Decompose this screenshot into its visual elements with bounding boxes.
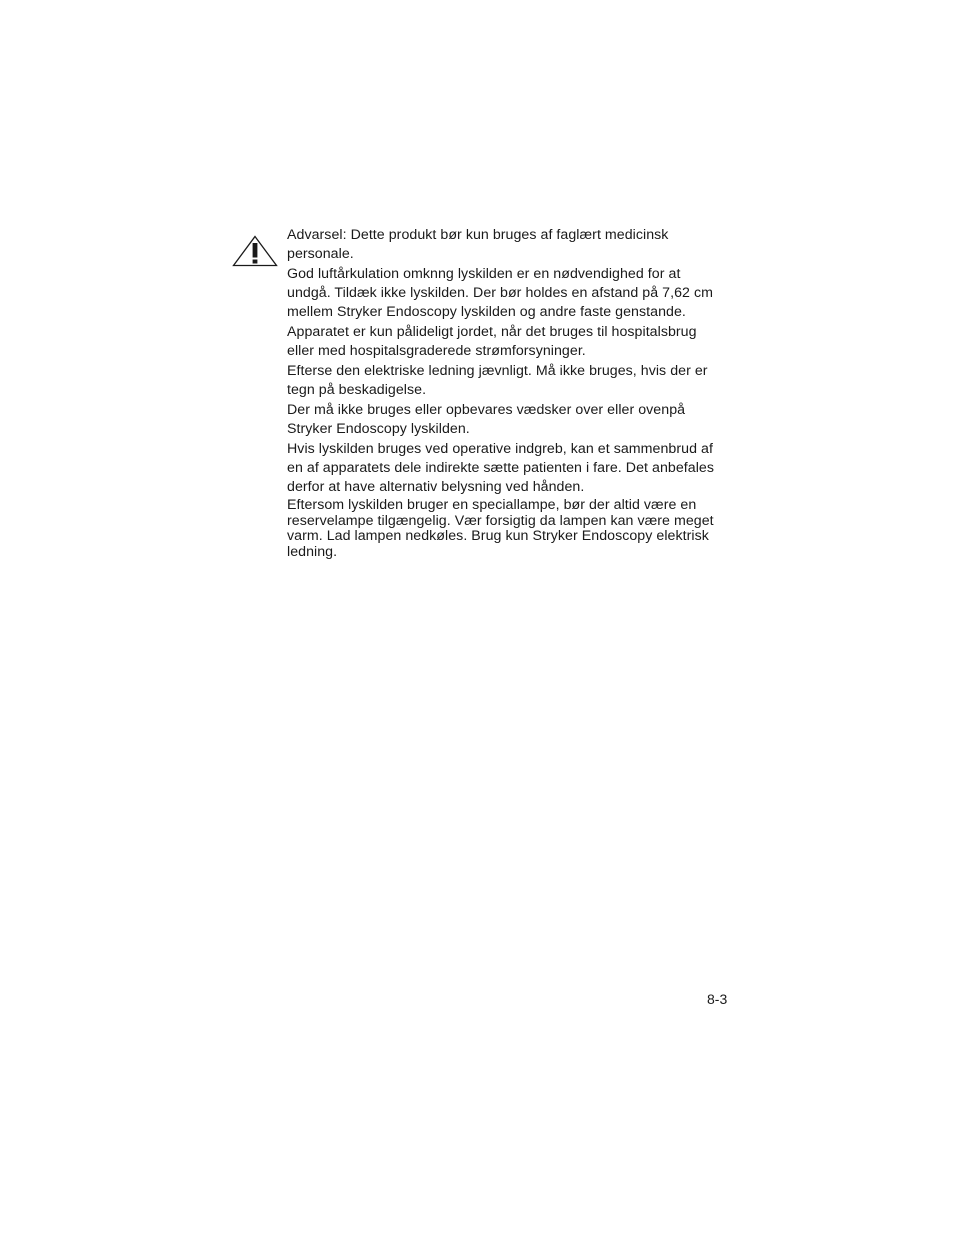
warning-paragraph: Advarsel: Dette produkt bør kun bruges af faglært medicinsk personale. [287, 227, 669, 262]
warning-paragraph: Apparatet er kun pålideligt jordet, når det bruges til hospitalsbrug eller med hospitalsgraderede strømforsyninger. [287, 324, 697, 359]
warning-paragraph: Eftersom lyskilden bruger en speciallampe, bør der altid være en reservelampe tilgængelig. Vær forsigtig da lampen kan være meget varm. Lad lampen nedkøles. Brug kun Stryker Endoscopy elektrisk ledning. [287, 497, 714, 560]
warning-paragraph: Efterse den elektriske ledning jævnligt. Må ikke bruges, hvis der er tegn på beskadigelse. [287, 363, 708, 398]
page-number: 8-3 [707, 991, 728, 1007]
warning-triangle-icon [232, 235, 278, 267]
warning-paragraph: God luftårkulation omknng lyskilden er en nødvendighed for at undgå. Tildæk ikke lyskilden. Der bør holdes en afstand på 7,62 cm mellem Stryker Endoscopy lyskilden og andre faste genstande. [287, 266, 713, 320]
warning-paragraph: Der må ikke bruges eller opbevares vædsker over eller ovenpå Stryker Endoscopy lyskilden. [287, 402, 686, 437]
warning-paragraph: Hvis lyskilden bruges ved operative indgreb, kan et sammenbrud af en af apparatets dele indirekte sætte patienten i fare. Det anbefales derfor at have alternativ belysning ved hånden. [287, 441, 714, 495]
warning-text-block [287, 226, 727, 561]
